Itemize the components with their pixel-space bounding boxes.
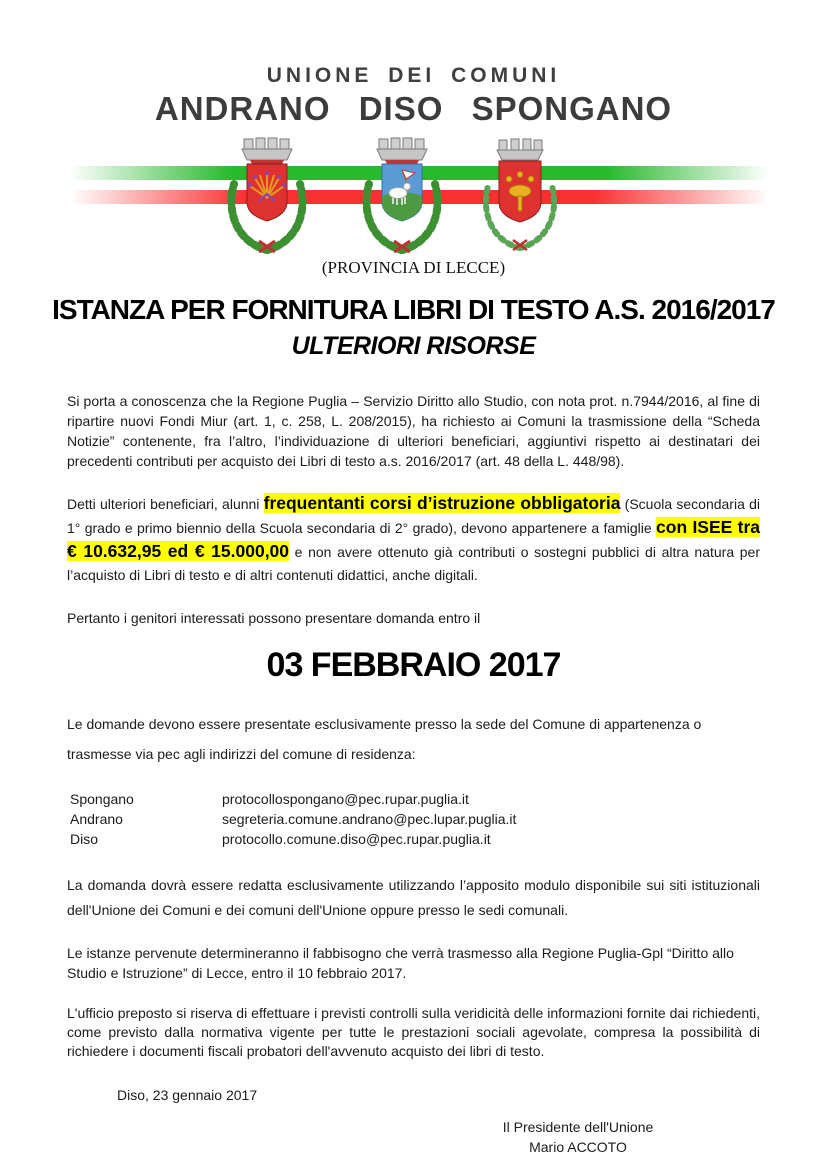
paragraph-fabbisogno: Le istanze pervenute determineranno il fabbisogno che verrà trasmesso alla Regione Puglia-Gpl “Diritto allo Studio e Istruzione” di Lecce, entro il 10 febbraio 2017. bbox=[67, 945, 734, 981]
paragraph-pertanto: Pertanto i genitori interessati possono presentare domanda entro il bbox=[67, 610, 481, 626]
document-title: ISTANZA PER FORNITURA LIBRI DI TESTO A.S. 2016/2017 bbox=[52, 294, 775, 325]
paragraph-beneficiaries-seg2: (Scuola secondaria di 1° grado e primo biennio della Scuola secondaria di 2° grado), devono appartenere a famiglie bbox=[67, 496, 760, 536]
paragraph-controls: L'ufficio preposto si riserva di effettuare i previsti controlli sulla veridicità delle informazioni fornite dai richiedenti, come previsto dalla normativa vigente per tutte le prestazioni sociali agevolate, compresa la possibilità di richiedere i documenti fiscali probatori dell'avvenuto acquisto dei libri di testo. bbox=[67, 1005, 760, 1059]
mural-crown-icon bbox=[242, 138, 292, 164]
pec-email-address: protocollo.comune.diso@pec.rupar.puglia.it bbox=[222, 831, 491, 847]
signature-role: Il Presidente dell'Unione bbox=[502, 1119, 654, 1135]
andrano-coat-of-arms-icon bbox=[217, 134, 317, 256]
pec-email-address: segreteria.comune.andrano@pec.lupar.puglia.it bbox=[222, 811, 517, 827]
pec-row-spongano bbox=[67, 789, 760, 809]
paragraph-submission: Le domande devono essere presentate esclusivamente presso la sede del Comune di appartenenza o trasmesse via pec agli indirizzi del comune di residenza: bbox=[67, 716, 702, 762]
document-body bbox=[0, 391, 827, 1157]
paragraph-module: La domanda dovrà essere redatta esclusivamente utilizzando l’apposito modulo disponibile sui siti istituzionali dell'Unione dei Comuni e dei comuni dell'Unione oppure presso le sedi comunali. bbox=[67, 877, 760, 918]
pec-row-andrano bbox=[67, 809, 760, 829]
deadline-date: 03 FEBBRAIO 2017 bbox=[266, 646, 561, 684]
mural-crown-icon bbox=[377, 138, 427, 164]
spongano-coat-of-arms-icon bbox=[470, 134, 570, 256]
paragraph-beneficiaries bbox=[67, 492, 760, 587]
diso-coat-of-arms-icon bbox=[352, 134, 452, 256]
comuni-names-line: ANDRANO DISO SPONGANO bbox=[154, 90, 673, 127]
union-name-line: UNIONE DEI COMUNI bbox=[266, 64, 561, 87]
comune-label: Diso bbox=[70, 831, 99, 847]
comune-label: Andrano bbox=[70, 811, 123, 827]
signature-name: Mario ACCOTO bbox=[529, 1139, 627, 1155]
paragraph-beneficiaries-seg1: Detti ulteriori beneficiari, alunni bbox=[67, 496, 264, 512]
paragraph-intro: Si porta a conoscenza che la Regione Puglia – Servizio Diritto allo Studio, con nota prot. n.7944/2016, al fine di ripartire nuovi Fondi Miur (art. 1, c. 258, L. 208/2015), ha richiesto ai Comuni la trasmissione della “Scheda Notizie” contenente, fra l’altro, l’individuazione di ulteriori beneficiari, aggiuntivi rispetto ai destinatari dei precedenti contributi per acquisto dei Libri di testo a.s. 2016/2017 (art. 48 della L. 448/98). bbox=[67, 393, 760, 469]
comune-label: Spongano bbox=[70, 791, 134, 807]
document-subtitle: ULTERIORI RISORSE bbox=[291, 332, 536, 360]
highlight-isee-range: con ISEE tra € 10.632,95 ed € 15.000,00 bbox=[67, 517, 760, 561]
highlight-istruzione-obbligatoria: frequentanti corsi d’istruzione obbligatoria bbox=[263, 493, 621, 513]
pec-row-diso bbox=[67, 829, 760, 849]
paragraph-beneficiaries-seg3: e non avere ottenuto già contributi o sostegni pubblici di altra natura per l’acquisto di Libri di testo e di altri contenuti didattici, anche digitali. bbox=[67, 544, 760, 583]
mural-crown-icon bbox=[497, 139, 543, 160]
place-and-date: Diso, 23 gennaio 2017 bbox=[117, 1087, 258, 1103]
crest-band bbox=[0, 132, 827, 256]
pec-contact-list bbox=[67, 789, 760, 849]
signature-block bbox=[458, 1117, 698, 1157]
pec-email-address: protocollospongano@pec.rupar.puglia.it bbox=[222, 791, 469, 807]
province-line: (PROVINCIA DI LECCE) bbox=[321, 258, 506, 277]
